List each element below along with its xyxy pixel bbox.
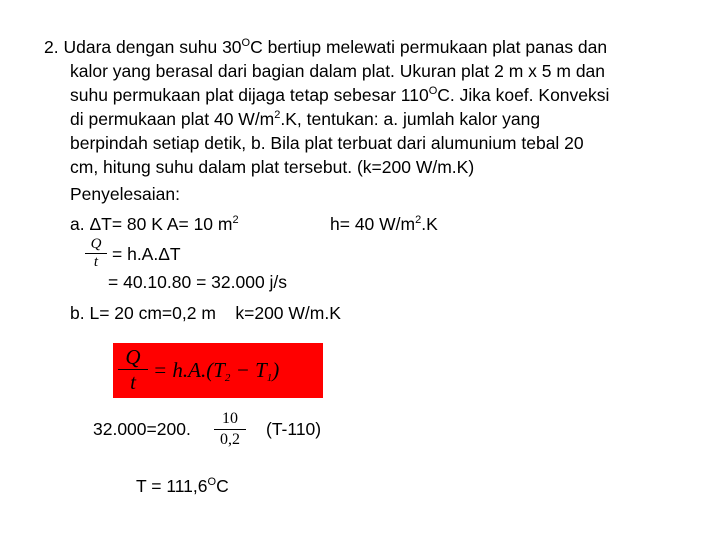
q-over-t-fraction (85, 236, 107, 269)
given-b-line (70, 302, 341, 324)
result-a-line (108, 271, 287, 293)
problem-text-3a: suhu permukaan plat dijaga tetap sebesar 110 (70, 85, 429, 105)
l-fraction-bar (214, 429, 246, 430)
h-unit-sup: 2 (415, 214, 422, 226)
calc-left-line (93, 418, 191, 440)
answer-degree-sup: O (207, 476, 217, 488)
degree-sup-2: O (428, 85, 438, 97)
problem-line-6 (70, 156, 474, 178)
problem-text-4a: di permukaan plat 40 W/m (70, 109, 275, 129)
problem-text-1b: C bertiup melewati permukaan plat panas dan (250, 37, 608, 57)
problem-line-2 (70, 60, 605, 82)
solution-heading (70, 183, 180, 205)
given-a-left (70, 213, 239, 235)
calc-left-text: 32.000=200. (93, 419, 191, 439)
l-fraction-denominator: 0,2 (220, 431, 240, 448)
problem-text-3b: C. Jika koef. Konveksi (437, 85, 610, 105)
calc-right-line (266, 418, 321, 440)
problem-text-2: kalor yang berasal dari bagian dalam plat. Ukuran plat 2 m x 5 m dan (70, 61, 606, 81)
box-fraction-denominator: t (130, 370, 136, 394)
given-h-end: .K (421, 214, 438, 234)
problem-text-5: berpindah setiap detik, b. Bila plat terbuat dari alumunium tebal 20 (70, 133, 584, 153)
fraction-numerator: Q (90, 236, 102, 252)
l-fraction (214, 410, 246, 449)
given-a-text: a. ΔT= 80 K A= 10 m (70, 214, 233, 234)
problem-line-5 (70, 132, 584, 154)
box-rhs-c: ) (272, 358, 280, 382)
box-fraction-numerator: Q (125, 345, 141, 369)
formula-a-text: = h.A.ΔT (112, 244, 181, 264)
answer-text-b: C (216, 476, 229, 496)
given-b-text: b. L= 20 cm=0,2 m k=200 W/m.K (70, 303, 341, 323)
highlighted-formula-box (113, 343, 323, 398)
area-unit-sup: 2 (232, 214, 239, 226)
box-rhs-a: = h.A.(T (153, 358, 225, 382)
l-fraction-numerator: 10 (222, 410, 238, 427)
answer-text-a: T = 111,6 (136, 476, 208, 496)
degree-sup-1: O (241, 37, 251, 49)
unit-sup-1: 2 (274, 109, 281, 121)
problem-line-1 (44, 36, 607, 58)
box-rhs-b: − T (230, 358, 267, 382)
problem-line-4 (70, 108, 540, 130)
solution-heading-text: Penyelesaian: (70, 184, 180, 204)
given-a-right (330, 213, 438, 235)
box-formula-rhs (153, 358, 279, 383)
fraction-denominator: t (93, 254, 99, 270)
given-h-text: h= 40 W/m (330, 214, 416, 234)
box-sub-2: 2 (224, 372, 231, 384)
result-a-text: = 40.10.80 = 32.000 j/s (108, 272, 288, 292)
calc-right-text: (T-110) (266, 419, 322, 439)
box-sub-1: 1 (266, 372, 273, 384)
problem-number: 2. (44, 37, 59, 57)
problem-text-4b: .K, tentukan: a. jumlah kalor yang (280, 109, 541, 129)
problem-text-1a: Udara dengan suhu 30 (63, 37, 242, 57)
answer-line (136, 475, 229, 497)
problem-text-6: cm, hitung suhu dalam plat tersebut. (k=200 W/m.K) (70, 157, 475, 177)
box-fraction (118, 345, 148, 394)
problem-line-3 (70, 84, 609, 106)
formula-a-line (112, 243, 181, 265)
